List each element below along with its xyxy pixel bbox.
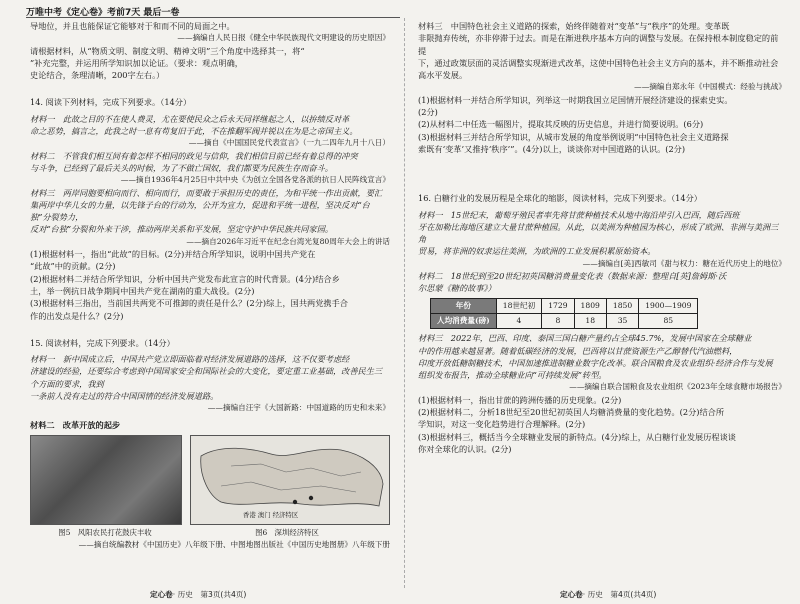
q15-material-3-citation: ——摘编自郑永年《中国模式：经验与挑战》 — [634, 82, 786, 92]
q14-material-2-citation: ——摘自1936年4月25日中共中央《为创立全国各党各派的抗日人民阵线宣言》 — [120, 175, 390, 185]
table-row — [431, 298, 698, 313]
table-cell: 35 — [606, 313, 638, 328]
q14-material-3: 材料三 两岸同胞要相向而行、相向而行，而要敢于承担历史的责任，为和平统一作出贡献，要汇 — [30, 187, 383, 198]
q16-material-3: 材料三 2022年，巴西、印度、泰国三国白糖产量约占全球45.7%，发展中国家在全球糖业 — [418, 333, 752, 344]
q15-ask: (2分) — [418, 107, 438, 118]
table-cell: 18世纪初 — [496, 298, 541, 313]
q16-material-1: 牙在加勒比海地区建立大量甘蔗种植园。从此，以美洲为种植园为核心，形成了欧洲、非洲与美洲三角 — [418, 221, 779, 245]
photo-farmers-drumming — [30, 435, 182, 525]
q15-material-1: 济建设的经验，还要综合考虑到中国国家安全和国际社会的大变化，要定重工业基础，改善民生三个方面的要求，我到 — [30, 366, 383, 389]
intro-line: 请根据材料，从“物质文明、制度文明、精神文明”三个角度中选择其一，将“ — [30, 45, 305, 56]
q15-material-1-citation: ——摘编自汪宇《大国新路：中国道路的历史和未来》 — [207, 403, 390, 413]
footer-left — [150, 589, 246, 600]
q15-material-1: 材料一 新中国成立后，中国共产党立即面临着对经济发展道路的选择，这不仅要考虑经 — [30, 354, 350, 365]
q15-material-3: 材料三 中国特色社会主义道路的探索，始终伴随着对“变革”与“秩序”的处理。变革既 — [418, 21, 730, 31]
q16-material-1: 贸易，将非洲的奴隶运往美洲，为欧洲的工业发展积累原始资本。 — [418, 246, 656, 257]
q15-material-2-label: 材料二 改革开放的起步 — [30, 419, 121, 430]
q14-ask: (1)根据材料一，指出“此故”的目标。(2分)并结合所学知识，说明中国共产党在 — [30, 249, 316, 260]
q16-material-3: 组织发布报告，推动全球糖业向“可持续发展”转型。 — [418, 370, 607, 381]
question-14-title: 14. 阅读下列材料，完成下列要求。（14分） — [30, 97, 192, 108]
column-divider — [404, 18, 405, 588]
q14-ask: (2)根据材料二并结合所学知识，分析中国共产党发布此宣言的时代背景。(4分)结合乡 — [30, 273, 340, 284]
footer-brand: 定心卷 — [560, 590, 583, 599]
map-label: 香港 澳门 经济特区 — [243, 510, 299, 519]
q14-material-1-citation: ——摘自《中国国民党代表宣言》（一九二四年九月十八日） — [188, 138, 390, 148]
q15-ask: (3)根据材料三并结合所学知识，从城市发展的角度举例说明“中国特色社会主义道路探 — [418, 131, 729, 142]
figure-5-caption: 图5 风阳农民打花鼓庆丰收 — [58, 527, 152, 537]
q14-material-3-citation: ——摘自2026年习近平在纪念台湾光复80周年大会上的讲话 — [186, 236, 390, 246]
question-16-title: 16. 白糖行业的发展历程是全球化的缩影，阅读材料，完成下列要求。（14分） — [418, 193, 702, 204]
header-rule — [26, 17, 400, 18]
table-cell: 1900—1909 — [639, 298, 698, 313]
right-column — [418, 20, 786, 455]
left-column — [30, 20, 390, 552]
q16-material-1: 材料一 15世纪末，葡萄牙殖民者率先将甘蔗种植技术从地中海沿岸引入巴西，随后西班 — [418, 209, 740, 220]
q16-ask: 你对全球化的认识。(2分) — [418, 443, 512, 454]
q15-ask: 索既有‘变革’又推持‘秩序’”。(4分)以上，谈谈你对中国道路的认识。(2分) — [418, 143, 686, 154]
q16-ask: (3)根据材料三，概括当今全球糖业发展的新特点。(4分)综上，从白糖行业发展历程谈谈 — [418, 431, 736, 442]
table-cell: 1850 — [606, 298, 638, 313]
q14-ask: “此故”中的贡献。(2分) — [30, 261, 116, 272]
footer-brand: 定心卷 — [150, 590, 173, 599]
figure-6-caption: 图6 深圳经济特区 — [255, 527, 319, 537]
q14-ask: 作的出发点是什么？(2分) — [30, 310, 124, 321]
table-header-cell: 人均消费量(磅) — [431, 313, 497, 328]
table-cell: 85 — [639, 313, 698, 328]
table-cell: 1729 — [542, 298, 574, 313]
q16-material-2: 尔思蒙《糖的故事》） — [418, 283, 496, 294]
q15-material-1: 一条前人没有走过的符合中国国情的经济发展道路。 — [30, 391, 219, 402]
q15-material-3: 高水平发展。 — [418, 70, 468, 81]
q16-material-1-citation: ——摘编自[美]西敏司《甜与权力：糖在近代历史上的地位》 — [582, 258, 786, 268]
q16-material-3: 印度开放低糖制糖技术，中国加速推进制糖业数字化改革。联合国粮食及农业组织·经济合作与发展 — [418, 357, 773, 368]
table-cell: 8 — [542, 313, 574, 328]
q16-material-2: 材料二 18世纪到至20世纪初英国糖消费量变化表（数据来源：整理自[英]詹姆斯·沃 — [418, 271, 727, 282]
q14-material-3: 集两岸中华儿女的力量，以先锋子台的行动为，公开为宣力，促进和平统一进程，坚决反对“台独”分裂势力， — [30, 199, 370, 223]
q15-material-3: 下，通过政策层面的灵活调整实现渐进式改革，这使中国特色社会主义方向的基本，并不断推动社会 — [418, 57, 779, 68]
q16-ask: (1)根据材料一，指出甘蔗的跨洲传播的历史现象。(2分) — [418, 394, 622, 405]
q14-material-1: 材料一 此故之目的不在使人费灵，尤在要使民众之后永天同祥继起之人，以拚绩反对革 — [30, 113, 350, 124]
table-cell: 18 — [574, 313, 606, 328]
map-shenzhen-sez — [190, 435, 390, 525]
q15-ask: (2)从材料二中任选一幅图片，提取其反映的历史信息，并进行简要说明。(6分) — [418, 119, 704, 130]
question-15-title: 15. 阅读材料，完成下列要求。（14分） — [30, 337, 175, 348]
table-header-cell: 年份 — [431, 298, 497, 313]
footer-right — [560, 589, 656, 600]
q14-material-1: 命之恶势，搞言之，此我之时一息有苟复旧于此，不在推翻军阀并锐以在为是之帝国主义。 — [30, 126, 358, 137]
table-cell: 1809 — [574, 298, 606, 313]
intro-line: 史论结合，条理清晰，200字左右。） — [30, 70, 165, 81]
q15-material-3: 非限抛弃传统，亦非停滞于过去。而是在渐进秩序基本方向的调整与发展。在保持根本制度稳定的前提 — [418, 33, 779, 56]
q16-material-3: 中的作用越来越显著。随着低碳经济的发展，巴西将以甘蔗资源生产乙醇替代汽油燃料， — [418, 345, 738, 356]
table-cell: 4 — [496, 313, 541, 328]
q14-ask: (3)根据材料三指出，当前国共两党不可推卸的责任是什么？(2分)综上，国共两党携手合 — [30, 298, 348, 309]
q14-material-2: 材料二 不管我们相互间有着怎样不相同的政见与信仰，我们相信目前已经有着总得的冲突 — [30, 150, 358, 161]
intro-line: 导地位，并且也能保证它能够对于和而不同的局面之中。 — [30, 21, 235, 31]
intro-line: ”补充完整，并运用所学知识加以论证。（要求：观点明确， — [30, 57, 243, 68]
q14-material-2: 与斗争，已经到了最后关头的时候，为了不做亡国奴，我们都要为民族生存而奋斗。 — [30, 162, 333, 173]
q16-ask: (2)根据材料二，分析18世纪至20世纪初英国人均糖消费量的变化趋势。(2分)结合所 — [418, 407, 725, 418]
table-row — [431, 313, 698, 328]
header-title: 万唯中考《定心卷》考前7天 最后一卷 — [26, 8, 180, 18]
q15-material-2-citation: ——摘自统编教材《中国历史》八年级下册、中图地图出版社《中国历史地图册》八年级下册 — [78, 540, 390, 550]
q14-material-3: 反对“台独”分裂和外来干涉，推动两岸关系和平发展，坚定守护中华民族共同家园。 — [30, 224, 334, 235]
intro-citation: ——摘编自人民日报《健全中华民族现代文明建设的历史原因》 — [177, 33, 390, 43]
q16-material-3-citation: ——摘编自联合国粮食及农业组织《2023年全球食糖市场报告》 — [569, 382, 786, 392]
footer-page-label: · 历史 第4页(共4页) — [582, 590, 657, 599]
q15-ask: (1)根据材料一并结合所学知识，列举这一时期我国立足国情开展经济建设的探索史实。 — [418, 94, 733, 105]
sugar-consumption-table — [430, 298, 698, 330]
q14-ask: 土，举一例抗日战争期间中国共产党在湖南的重大战役。(2分) — [30, 285, 255, 296]
footer-page-label: · 历史 第3页(共4页) — [172, 590, 247, 599]
q16-ask: 学知识，对这一变化趋势进行合理解释。(2分) — [418, 419, 586, 430]
